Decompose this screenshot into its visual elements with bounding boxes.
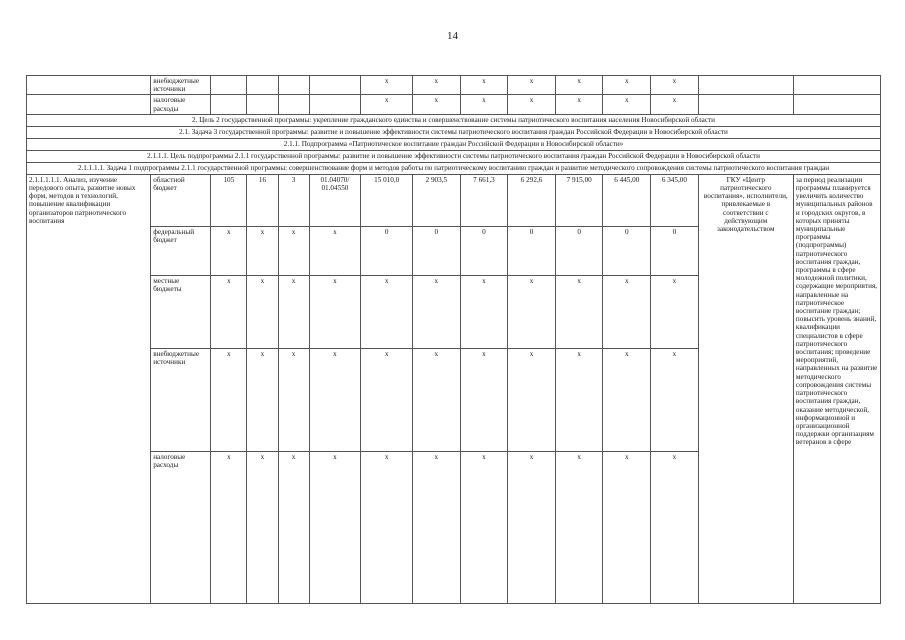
value-cell: х	[460, 76, 508, 95]
subprogram-task-header: 2.1.1.1.1. Задача 1 подпрограммы 2.1.1 государственной программы: совершенствование форм и методов работы по патриотическому воспитанию граждан и развитие методического сопровождения системы патриотического воспитания граждан	[27, 162, 881, 174]
csr-cell	[309, 76, 361, 95]
value-cell: х	[555, 275, 603, 348]
value-cell: х	[361, 451, 413, 603]
funding-source-cell: внебюджетные источники	[151, 348, 211, 451]
value-cell: х	[460, 451, 508, 603]
csr-cell: х	[309, 451, 361, 603]
executor-cell: ГКУ «Центр патриотического воспитания», исполнители, привлекаемые в соответствии с действующим законодательством	[698, 174, 793, 603]
page-number: 14	[447, 30, 458, 42]
value-cell: х	[651, 76, 699, 95]
expected-result-cell: за период реализации программы планируется увеличить количество муниципальных районов и городских округов, в которых приняты муниципальные программы (подпрограммы) патриотического воспитания граждан, программы в сфере молодежной политики, содержащие мероприятия, направленные на патриотическое воспитание граждан; повысить уровень знаний, квалификации специалистов в сфере патриотического воспитания; проведение мероприятий, направленных на развитие методического сопровождения системы патриотического воспитания граждан, оказание методической, информационной и организационной поддержки организациям ветеранов в сфере	[793, 174, 880, 603]
rz-cell: х	[247, 348, 278, 451]
grbs-cell	[211, 95, 247, 114]
value-cell: 7 915,00	[555, 174, 603, 226]
value-cell: х	[460, 348, 508, 451]
rz-cell: х	[247, 451, 278, 603]
pr-cell: х	[278, 451, 309, 603]
csr-cell: х	[309, 226, 361, 275]
value-cell: х	[361, 76, 413, 95]
value-cell: х	[413, 451, 461, 603]
rz-cell: 16	[247, 174, 278, 226]
table-row	[27, 95, 881, 114]
value-cell: х	[508, 275, 556, 348]
grbs-cell: х	[211, 226, 247, 275]
event-name-cell: 2.1.1.1.1.1. Анализ, изучение передового опыта, развитие новых форм, методов и технологий, повышение квалификации организаторов патриотического воспитания	[27, 174, 151, 603]
cell-empty	[27, 76, 151, 95]
value-cell: х	[603, 348, 651, 451]
value-cell: х	[555, 95, 603, 114]
csr-cell: х	[309, 275, 361, 348]
section-header-row	[27, 150, 881, 162]
cell-empty	[698, 95, 793, 114]
table-row	[27, 76, 881, 95]
rz-cell	[247, 76, 278, 95]
rz-cell: х	[247, 275, 278, 348]
value-cell: х	[603, 76, 651, 95]
value-cell: 0	[460, 226, 508, 275]
value-cell: х	[413, 95, 461, 114]
value-cell: 6 445,00	[603, 174, 651, 226]
cell-empty	[793, 76, 880, 95]
table-row	[27, 174, 881, 226]
pr-cell	[278, 76, 309, 95]
value-cell: х	[413, 76, 461, 95]
value-cell: х	[413, 275, 461, 348]
value-cell: 7 661,3	[460, 174, 508, 226]
value-cell: х	[603, 275, 651, 348]
section-header-row	[27, 126, 881, 138]
value-cell: 15 010,0	[361, 174, 413, 226]
value-cell: х	[413, 348, 461, 451]
value-cell: 0	[651, 226, 699, 275]
value-cell: х	[651, 275, 699, 348]
value-cell: х	[651, 451, 699, 603]
section-header-row	[27, 138, 881, 150]
value-cell: х	[508, 76, 556, 95]
value-cell: х	[555, 451, 603, 603]
cell-empty	[793, 95, 880, 114]
grbs-cell: 105	[211, 174, 247, 226]
funding-source-cell: налоговые расходы	[151, 95, 211, 114]
subprogram-goal-header: 2.1.1.1. Цель подпрограммы 2.1.1 государственной программы: развитие и повышение эффективности системы патриотического воспитания граждан Российской Федерации в Новосибирской области	[27, 150, 881, 162]
value-cell: 6 292,6	[508, 174, 556, 226]
funding-source-cell: налоговые расходы	[151, 451, 211, 603]
subprogram-header: 2.1.1. Подпрограмма «Патриотическое воспитание граждан Российской Федерации в Новосибирской области»	[27, 138, 881, 150]
csr-cell: х	[309, 348, 361, 451]
pr-cell: 3	[278, 174, 309, 226]
funding-source-cell: федеральный бюджет	[151, 226, 211, 275]
value-cell: х	[361, 348, 413, 451]
section-header-row	[27, 162, 881, 174]
goal-header: 2. Цель 2 государственной программы: укрепление гражданского единства и совершенствование системы патриотического воспитания населения Новосибирской области	[27, 114, 881, 126]
cell-empty	[27, 95, 151, 114]
value-cell: 0	[413, 226, 461, 275]
csr-cell	[309, 95, 361, 114]
cell-empty	[698, 76, 793, 95]
value-cell: 0	[603, 226, 651, 275]
value-cell: х	[508, 348, 556, 451]
value-cell: х	[651, 348, 699, 451]
pr-cell: х	[278, 348, 309, 451]
task-header: 2.1. Задача 3 государственной программы: развитие и повышение эффективности системы патриотического воспитания граждан Российской Федерации в Новосибирской области	[27, 126, 881, 138]
value-cell: х	[460, 275, 508, 348]
grbs-cell: х	[211, 451, 247, 603]
value-cell: 2 903,5	[413, 174, 461, 226]
value-cell: 0	[508, 226, 556, 275]
pr-cell	[278, 95, 309, 114]
program-table	[26, 75, 881, 604]
grbs-cell: х	[211, 348, 247, 451]
value-cell: х	[555, 76, 603, 95]
value-cell: х	[555, 348, 603, 451]
value-cell: х	[603, 95, 651, 114]
pr-cell: х	[278, 226, 309, 275]
value-cell: 0	[555, 226, 603, 275]
value-cell: х	[508, 451, 556, 603]
value-cell: х	[603, 451, 651, 603]
value-cell: 0	[361, 226, 413, 275]
rz-cell	[247, 95, 278, 114]
section-header-row	[27, 114, 881, 126]
value-cell: х	[460, 95, 508, 114]
grbs-cell	[211, 76, 247, 95]
pr-cell: х	[278, 275, 309, 348]
grbs-cell: х	[211, 275, 247, 348]
value-cell: х	[508, 95, 556, 114]
funding-source-cell: внебюджетные источники	[151, 76, 211, 95]
csr-cell: 01.04070/ 01.04550	[309, 174, 361, 226]
funding-source-cell: местные бюджеты	[151, 275, 211, 348]
value-cell: х	[361, 95, 413, 114]
value-cell: х	[361, 275, 413, 348]
funding-source-cell: областной бюджет	[151, 174, 211, 226]
rz-cell: х	[247, 226, 278, 275]
value-cell: 6 345,00	[651, 174, 699, 226]
value-cell: х	[651, 95, 699, 114]
